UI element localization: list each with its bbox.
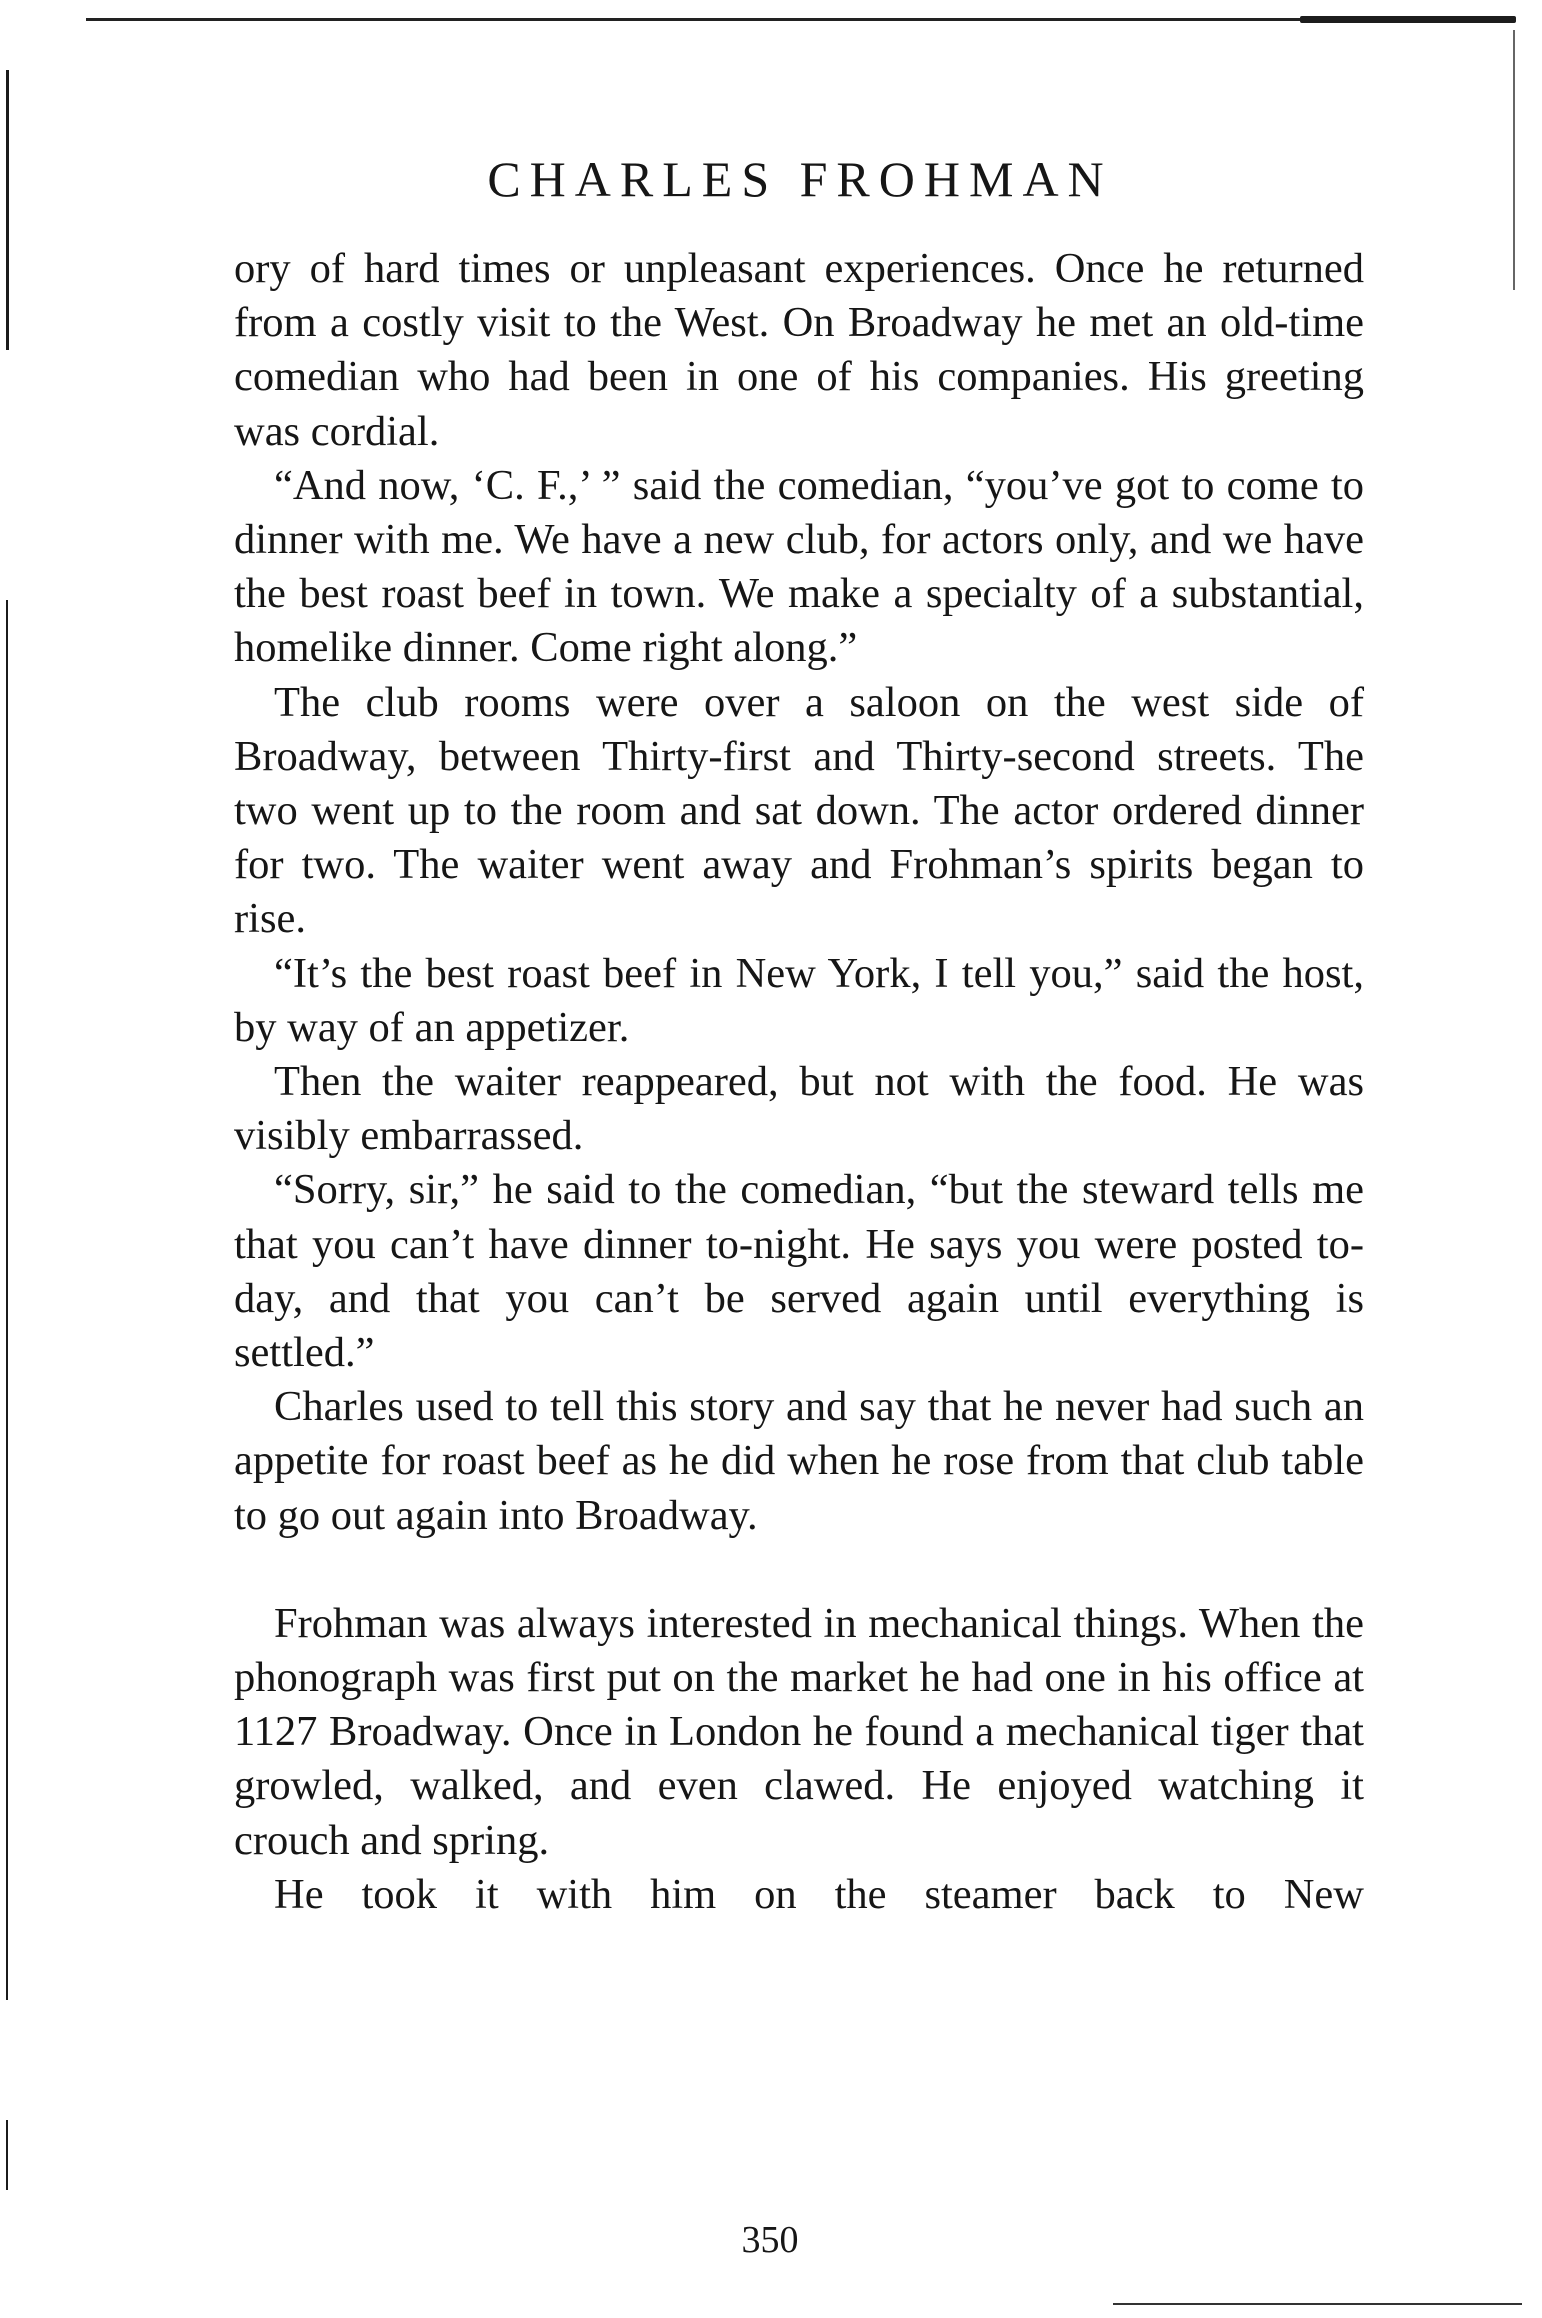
paragraph: The club rooms were over a saloon on the west side of Broadway, between Thirty-first and Thirty-second streets. The two went up to the room and sat down. The actor ordered dinner for two. The waiter went away and Frohman’s spirits began to rise. [234, 678, 1364, 943]
bottom-scan-rule [1113, 2303, 1522, 2305]
right-scan-edge [1513, 30, 1515, 290]
paragraph: “It’s the best roast beef in New York, I tell you,” said the host, by way of an appetizer. [234, 949, 1364, 1051]
left-scan-edge [6, 70, 9, 350]
paragraph: “Sorry, sir,” he said to the comedian, “but the steward tells me that you can’t have dinner to-night. He says you were posted to-day, and that you can’t be served again until everything is settled.” [234, 1166, 1364, 1377]
paragraph: Charles used to tell this story and say that he never had such an appetite for roast beef as he did when he rose from that club table to go out again into Broadway. [234, 1383, 1364, 1539]
left-scan-edge-lower [6, 600, 8, 2000]
running-title: CHARLES FROHMAN [487, 151, 1113, 207]
top-scan-rule-dark [1300, 16, 1516, 23]
page-number: 350 [741, 2219, 799, 2261]
paragraph: Then the waiter reappeared, but not with the food. He was visibly embarrassed. [234, 1058, 1364, 1160]
body-text [234, 242, 1364, 1922]
paragraph: Frohman was always interested in mechanical things. When the phonograph was first put on the market he had one in his office at 1127 Broadway. Once in London he found a mechanical tiger that growled, walked, and even clawed. He enjoyed watching it crouch and spring. [234, 1599, 1364, 1864]
left-scan-edge-bottom [6, 2120, 8, 2190]
paragraph: He took it with him on the steamer back to New [274, 1870, 1364, 1918]
paragraph: ory of hard times or unpleasant experiences. Once he returned from a costly visit to the West. On Broadway he met an old-time comedian who had been in one of his companies. His greeting was cordial. [234, 245, 1364, 455]
paragraph: “And now, ‘C. F.,’ ” said the comedian, “you’ve got to come to dinner with me. We have a new club, for actors only, and we have the best roast beef in town. We make a specialty of a substantial, homelike dinner. Come right along.” [234, 461, 1364, 672]
